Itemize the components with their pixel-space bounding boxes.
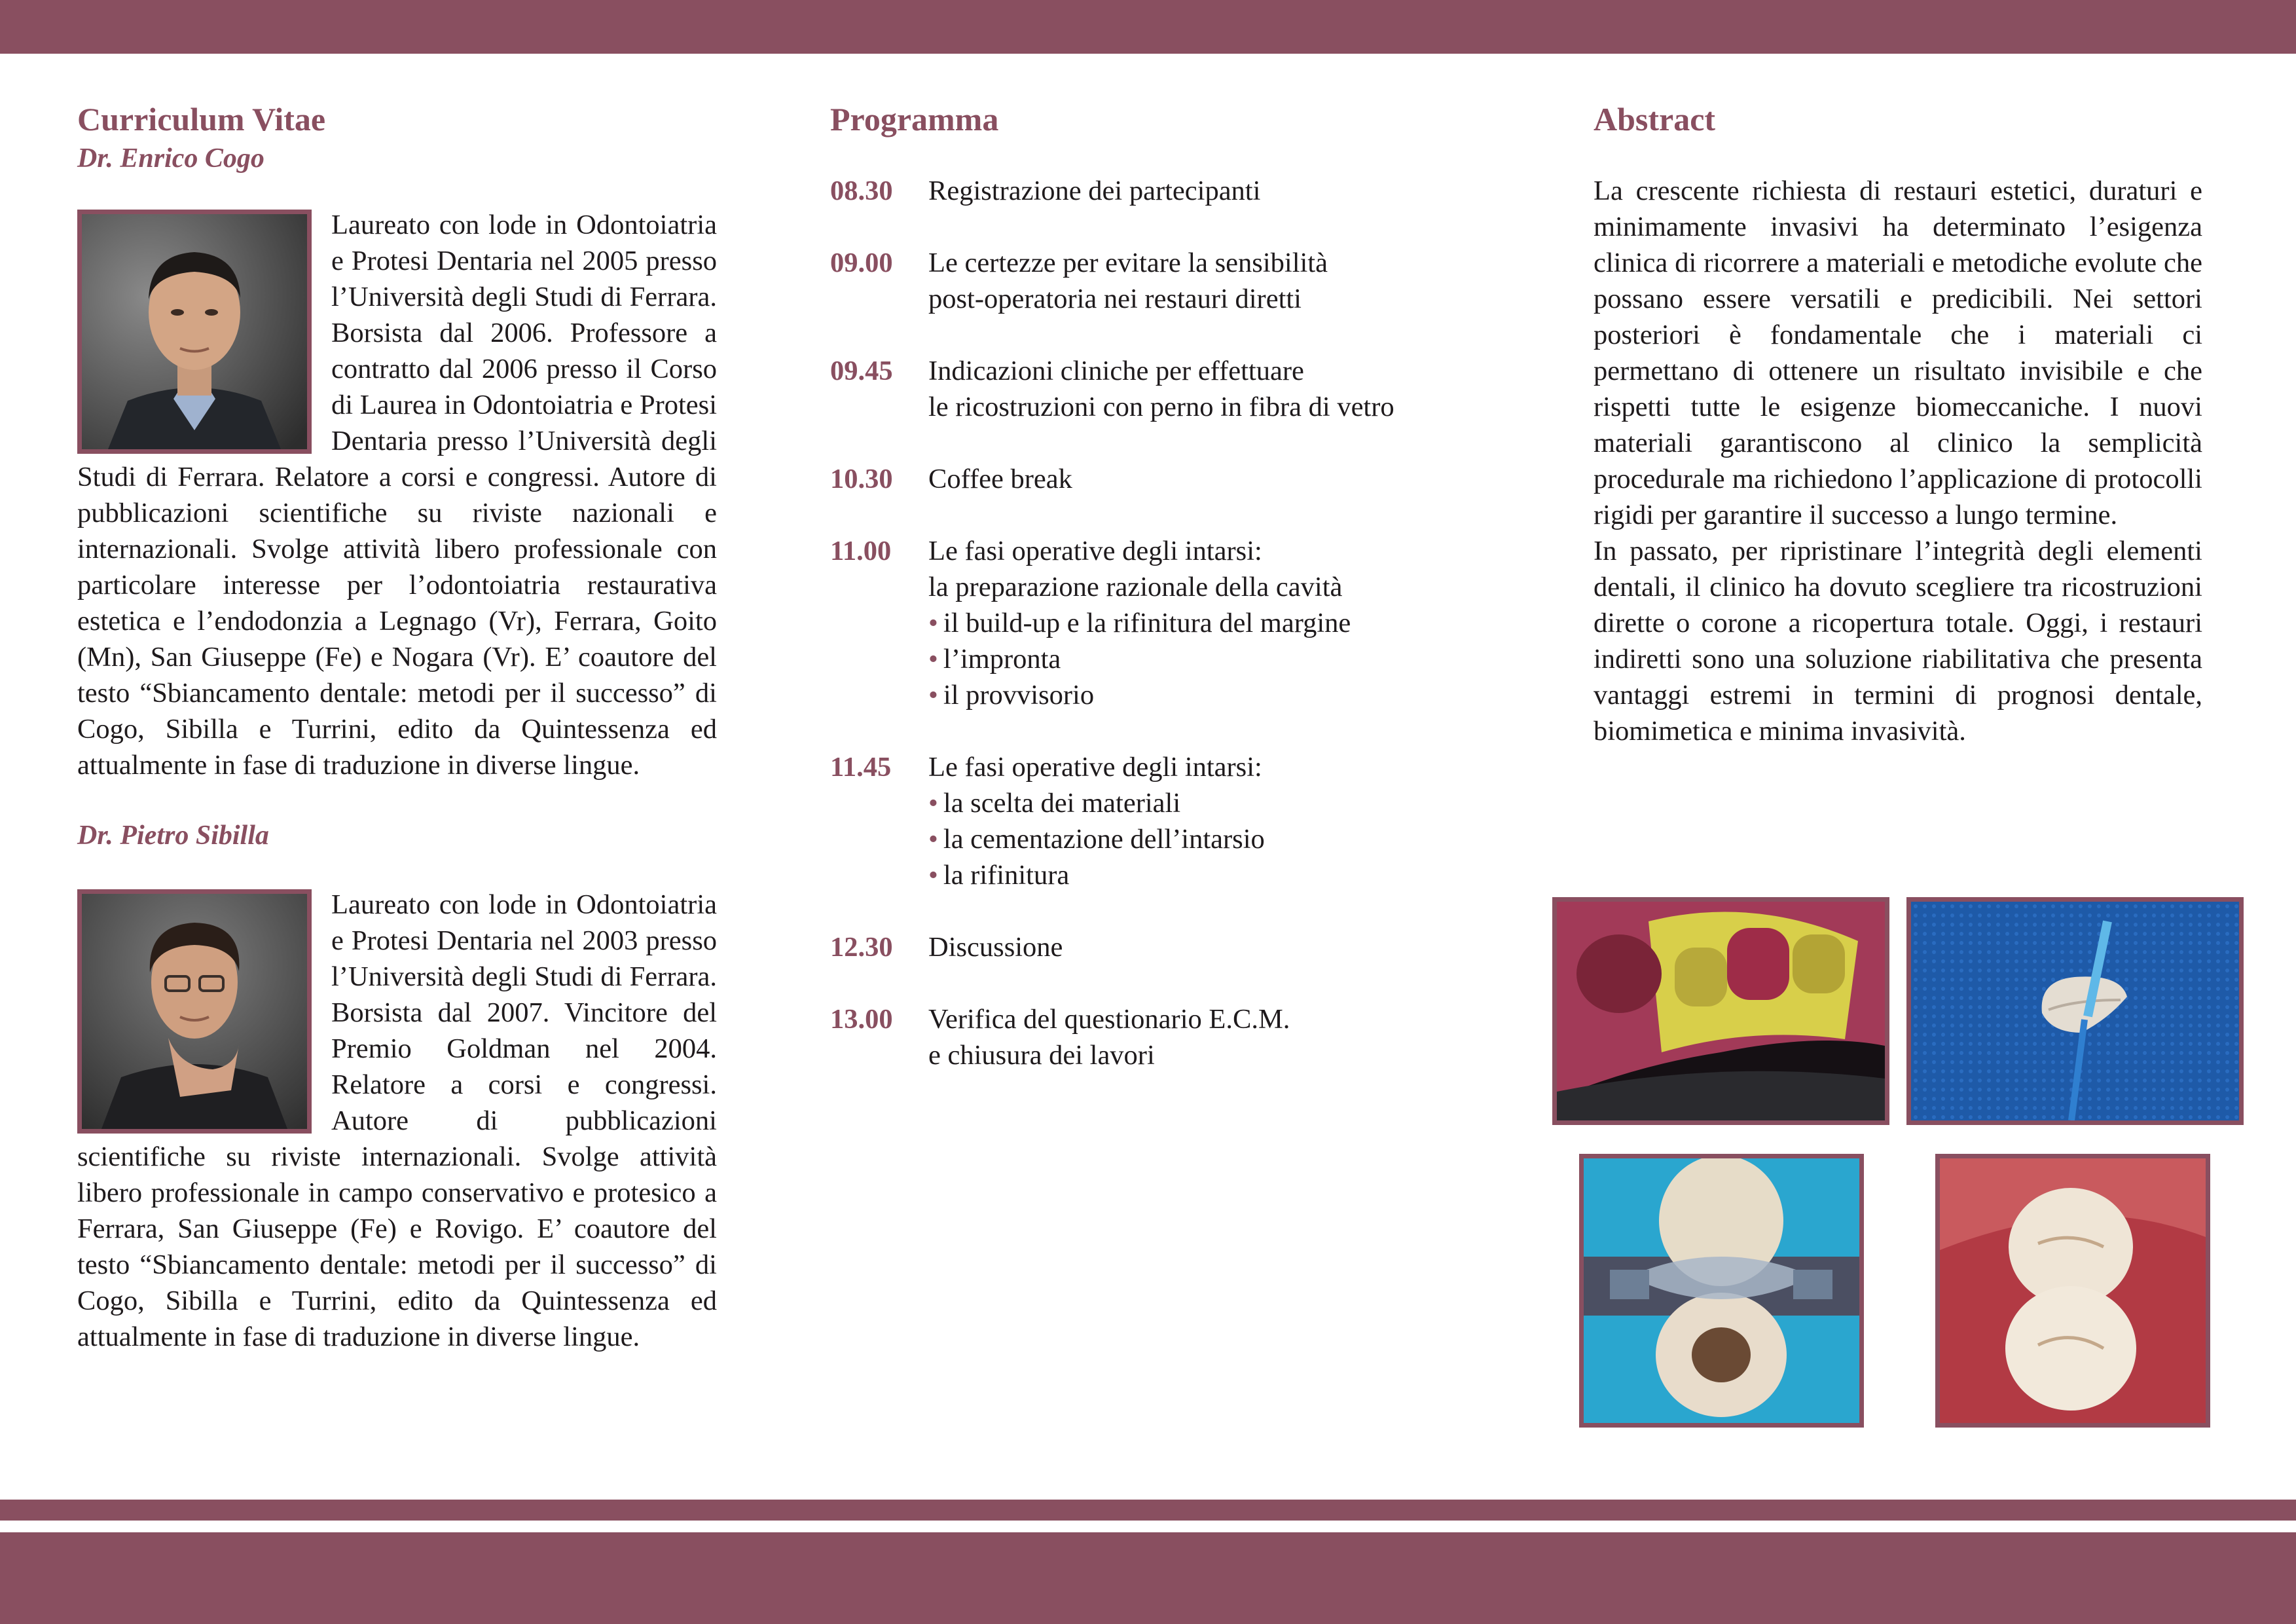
restored-teeth-photo-icon <box>1940 1158 2206 1423</box>
doctor2-bio: Laureato con lode in Odontoiatria e Protesi Dentaria nel 2003 presso l’Università degli Studi di Ferrara. Borsista dal 2007. Vincitore del Premio Goldman nel 2004. Relatore a corsi e congressi. Autore di pubblicazioni scientifiche su riviste internazionali. Svolge attività libero professionale in campo conservativo e protesico a Ferrara, San Giuseppe (Fe) e Rovigo. E’ coautore del testo “Sbiancamento dentale: metodi per il successo” di Cogo, Sibilla e Turrini, edito da Quintessenza ed attualmente in fase di traduzione in diverse lingue. <box>77 889 717 1352</box>
programma-item <box>830 173 1485 209</box>
programma-time: 11.00 <box>830 536 892 566</box>
programma-description <box>928 1001 1485 1073</box>
doctor2-photo <box>77 889 312 1134</box>
programma-description <box>928 461 1485 497</box>
programma-list <box>830 173 1485 1073</box>
bullet-icon: • <box>928 644 938 674</box>
programma-description <box>928 533 1485 713</box>
programma-bullet-text: il build-up e la rifinitura del margine <box>943 608 1351 638</box>
rubber-dam-photo-icon <box>1584 1158 1859 1423</box>
programma-column <box>830 98 1485 1109</box>
abstract-heading: Abstract <box>1594 101 1716 138</box>
programma-bullet-text: l’impronta <box>943 644 1061 674</box>
bullet-icon: • <box>928 860 938 891</box>
clinical-photo-restored-teeth <box>1935 1154 2210 1428</box>
portrait-photo-icon <box>82 214 307 449</box>
clinical-photo-inlay <box>1906 897 2244 1125</box>
programma-bullet-text: la scelta dei materiali <box>943 788 1181 819</box>
programma-bullet-text: il provvisorio <box>943 680 1095 710</box>
portrait-photo-icon <box>82 894 307 1129</box>
doctor1-photo <box>77 210 312 454</box>
programma-time: 08.30 <box>830 175 893 206</box>
programma-bullet-item <box>928 821 1485 857</box>
programma-line: Indicazioni cliniche per effettuare <box>928 356 1304 386</box>
inlay-photo-icon <box>1911 902 2239 1120</box>
bullet-icon: • <box>928 788 938 819</box>
programma-time: 12.30 <box>830 932 893 963</box>
programma-bullet-item <box>928 641 1485 677</box>
programma-item <box>830 353 1485 425</box>
programma-description <box>928 929 1485 965</box>
programma-line: post-operatoria nei restauri diretti <box>928 284 1302 314</box>
programma-bullet-item <box>928 785 1485 821</box>
doctor2-name: Dr. Pietro Sibilla <box>77 821 269 851</box>
programma-time: 09.45 <box>830 356 893 386</box>
programma-line: le ricostruzioni con perno in fibra di vetro <box>928 392 1394 422</box>
programma-time: 10.30 <box>830 464 893 494</box>
programma-time: 13.00 <box>830 1004 893 1035</box>
programma-item <box>830 533 1485 713</box>
bottom-thin-band <box>0 1500 2296 1521</box>
programma-bullet-item <box>928 677 1485 713</box>
programma-bullet-item <box>928 857 1485 893</box>
top-band <box>0 0 2296 54</box>
abstract-paragraph-2: In passato, per ripristinare l’integrità degli elementi dentali, il clinico ha dovuto scegliere tra ricostruzioni dirette o corone a ricopertura totale. Oggi, i restauri indiretti sono una soluzione riabilitativa che presenta vantaggi estremi in termini di prognosi dentale, biomimetica e minima invasività. <box>1594 536 2202 747</box>
programma-time: 11.45 <box>830 752 892 783</box>
programma-time: 09.00 <box>830 248 893 278</box>
programma-line: Discussione <box>928 932 1063 963</box>
cv-heading: Curriculum Vitae <box>77 101 326 138</box>
programma-bullet-item <box>928 605 1485 641</box>
programma-description <box>928 353 1485 425</box>
programma-line: Le fasi operative degli intarsi: <box>928 536 1262 566</box>
programma-line: Registrazione dei partecipanti <box>928 175 1261 206</box>
programma-line: la preparazione razionale della cavità <box>928 572 1343 602</box>
doctor1-bio: Laureato con lode in Odontoiatria e Protesi Dentaria nel 2005 presso l’Università degli Studi di Ferrara. Borsista dal 2006. Professore a contratto dal 2006 presso il Corso di Laurea in Odontoiatria e Protesi Dentaria presso l’Università degli Studi di Ferrara. Relatore a corsi e congressi. Autore di pubblicazioni scientifiche su riviste nazionali e internazionali. Svolge attività libero professionale con particolare interesse per l’odontoiatria restaurativa estetica e l’endodonzia a Legnago (Vr), Ferrara, Goito (Mn), San Giuseppe (Fe) e Nogara (Vr). E’ coautore del testo “Sbiancamento dentale: metodi per il successo” di Cogo, Sibilla e Turrini, edito da Quintessenza ed attualmente in fase di traduzione in diverse lingue. <box>77 210 717 781</box>
clinical-photo-rubber-dam <box>1579 1154 1864 1428</box>
programma-item <box>830 749 1485 893</box>
programma-bullet-text: la rifinitura <box>943 860 1070 891</box>
abstract-paragraph-1: La crescente richiesta di restauri estetici, duraturi e minimamente invasivi ha determinato l’esigenza clinica di ricorrere a materiali e metodiche evolute che possano essere versatili e predicibili. Nei settori posteriori è fondamentale che i materiali ci permettano di ottenere un risultato invisibile e che rispetti tutte le esigenze biomeccaniche. I nuovi materiali garantiscono al clinico la semplicità procedurale ma richiedono l’applicazione di protocolli rigidi per garantire il successo a lungo termine. <box>1594 175 2202 530</box>
programma-line: Le certezze per evitare la sensibilità <box>928 248 1328 278</box>
programma-item <box>830 461 1485 497</box>
abstract-column <box>1594 98 2202 749</box>
cv-column <box>77 98 717 1355</box>
impression-photo-icon <box>1557 902 1885 1120</box>
programma-heading: Programma <box>830 101 999 138</box>
clinical-photo-impression <box>1552 897 1889 1125</box>
programma-description <box>928 173 1485 209</box>
programma-line: Le fasi operative degli intarsi: <box>928 752 1262 783</box>
bullet-icon: • <box>928 824 938 855</box>
programma-bullet-text: la cementazione dell’intarsio <box>943 824 1265 855</box>
bullet-icon: • <box>928 680 938 710</box>
programma-item <box>830 1001 1485 1073</box>
programma-line: e chiusura dei lavori <box>928 1040 1155 1071</box>
bullet-icon: • <box>928 608 938 638</box>
bottom-band <box>0 1532 2296 1624</box>
programma-line: Verifica del questionario E.C.M. <box>928 1004 1290 1035</box>
programma-item <box>830 245 1485 317</box>
programma-line: Coffee break <box>928 464 1072 494</box>
programma-description <box>928 749 1485 893</box>
doctor1-name: Dr. Enrico Cogo <box>77 143 264 174</box>
programma-item <box>830 929 1485 965</box>
programma-description <box>928 245 1485 317</box>
